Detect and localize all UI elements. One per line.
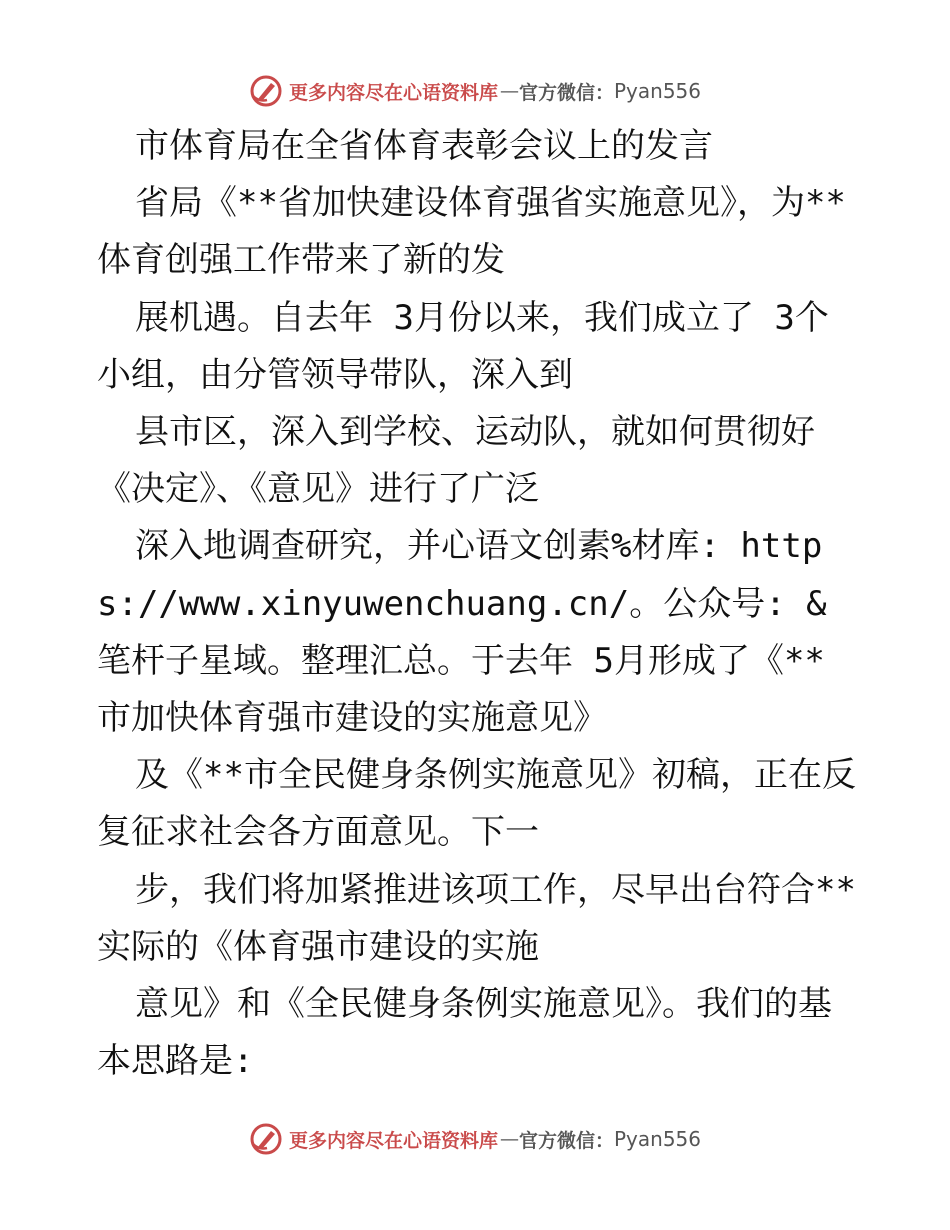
paragraph: 及《**市全民健身条例实施意见》初稿，正在反复征求社会各方面意见。下一 xyxy=(97,755,856,853)
feather-pen-logo-icon xyxy=(249,1122,283,1156)
watermark-banner-top xyxy=(0,71,950,111)
document-title: 市体育局在全省体育表彰会议上的发言 xyxy=(135,126,713,166)
document-body xyxy=(97,118,857,1090)
paragraph: 意见》和《全民健身条例实施意见》。我们的基本思路是: xyxy=(97,984,832,1082)
watermark-wechat-id: Pyan556 xyxy=(614,1127,702,1151)
watermark-banner-bottom xyxy=(0,1119,950,1159)
watermark-text: 更多内容尽在心语资料库 xyxy=(288,1129,498,1152)
paragraph: 县市区，深入到学校、运动队，就如何贯彻好《决定》、《意见》进行了广泛 xyxy=(97,412,815,510)
watermark-wechat-id: Pyan556 xyxy=(614,79,702,103)
paragraph: 展机遇。自去年 3月份以来，我们成立了 3个小组，由分管领导带队，深入到 xyxy=(97,297,829,395)
watermark-dash: — xyxy=(499,1128,517,1150)
feather-pen-logo-icon xyxy=(249,74,283,108)
paragraph: 省局《**省加快建设体育强省实施意见》，为**体育创强工作带来了新的发 xyxy=(97,183,846,281)
watermark-text: 更多内容尽在心语资料库 xyxy=(288,81,498,104)
watermark-dash: — xyxy=(499,80,517,102)
paragraph: 步，我们将加紧推进该项工作，尽早出台符合**实际的《体育强市建设的实施 xyxy=(97,869,856,967)
paragraph: 深入地调查研究，并心语文创素%材库: https://www.xinyuwenchuang.cn/。公众号: &笔杆子星域。整理汇总。于去年 5月形成了《**市加快体育强市建设的实施意见》 xyxy=(97,526,827,739)
watermark-wechat-label: 官方微信： xyxy=(518,81,614,104)
watermark-wechat-label: 官方微信： xyxy=(518,1129,614,1152)
